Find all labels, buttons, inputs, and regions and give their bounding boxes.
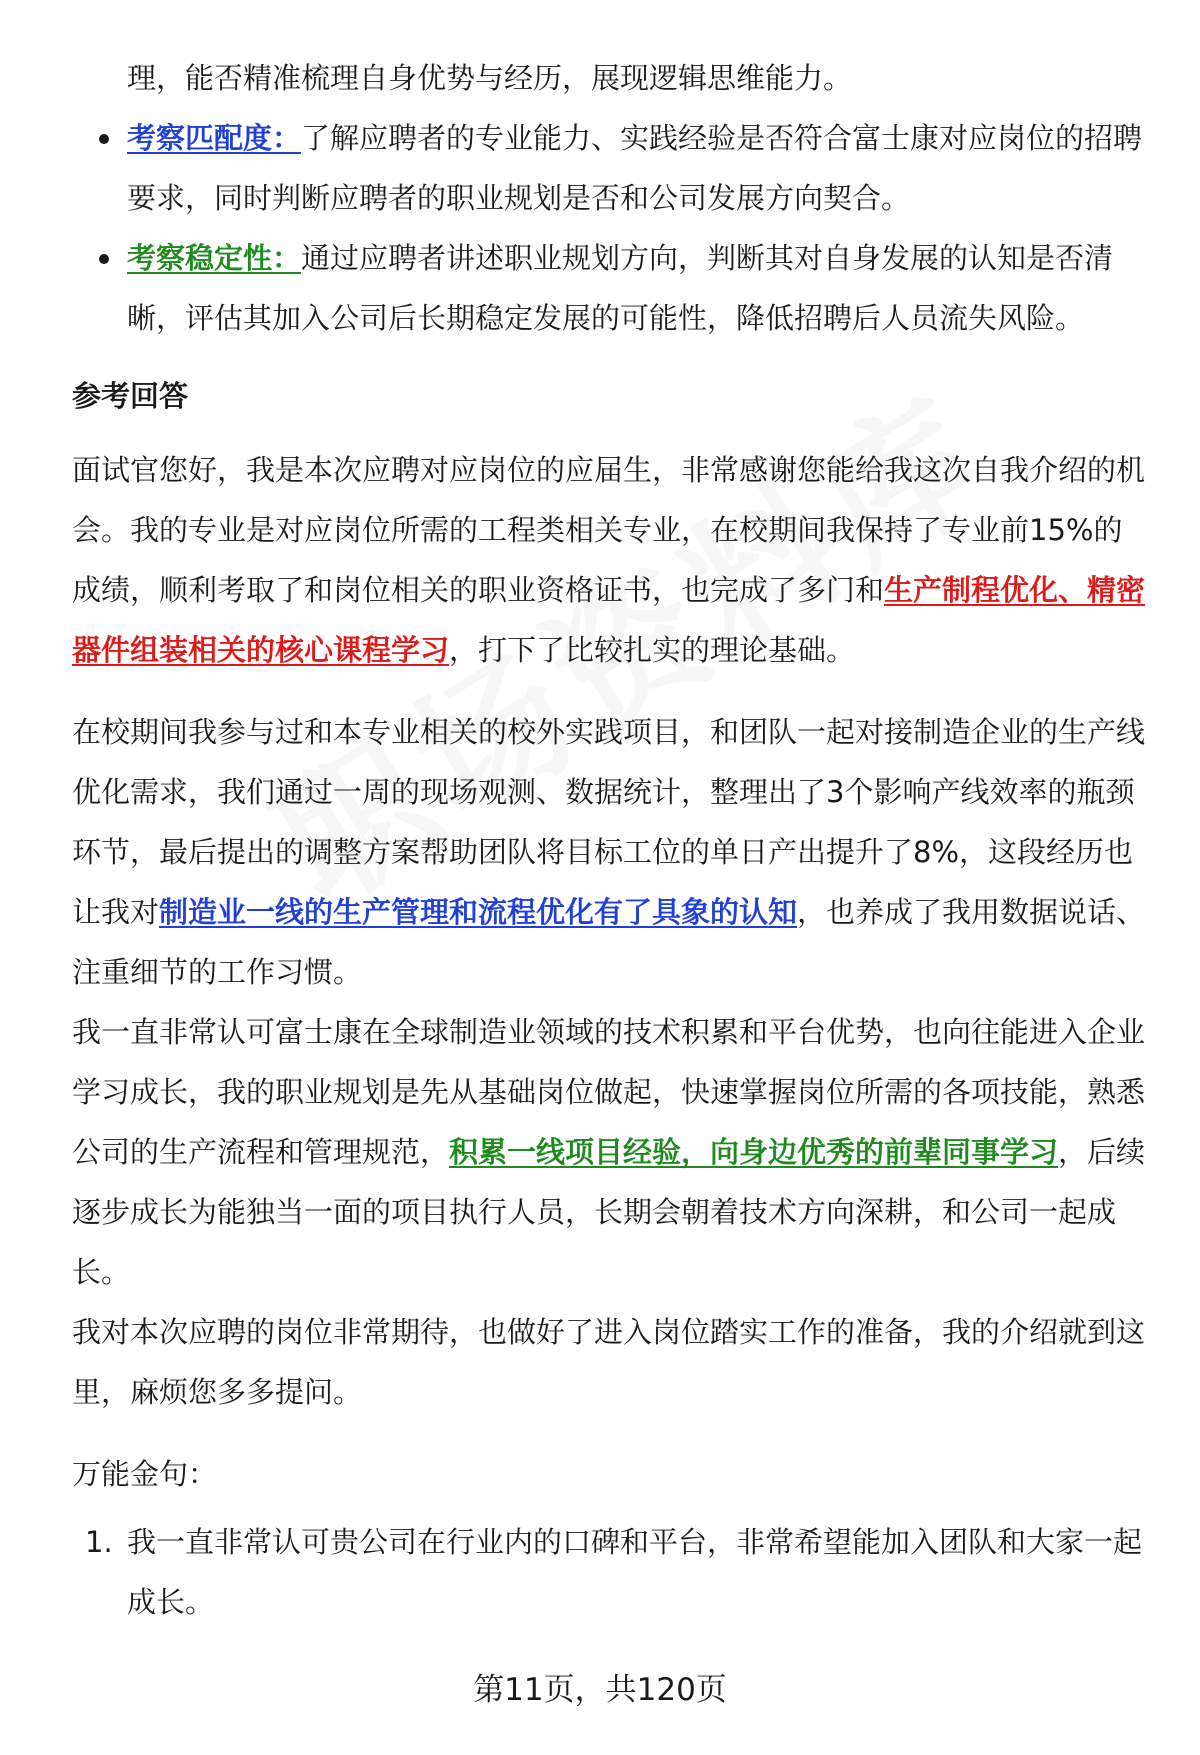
answer-paragraph-2: [72, 702, 1147, 1002]
answer-paragraph-4: 我对本次应聘的岗位非常期待，也做好了进入岗位踏实工作的准备，我的介绍就到这里，麻烦您多多提问。: [72, 1315, 1146, 1409]
document-content: [72, 48, 1147, 1632]
para1-text-before: 面试官您好，我是本次应聘对应岗位的应届生，非常感谢您能给我这次自我介绍的机会。我的专业是对应岗位所需的工程类相关专业，在校期间我保持了专业前15%的成绩，顺利考取了和岗位相关的职业资格证书，也完成了多门和: [72, 453, 1146, 607]
golden-item-1: [85, 1512, 1147, 1632]
evaluation-bullet-list: [72, 108, 1147, 348]
para3-highlight: 积累一线项目经验，向身边优秀的前辈同事学习: [449, 1135, 1059, 1169]
para2-text-before: 在校期间我参与过和本专业相关的校外实践项目，和团队一起对接制造企业的生产线优化需求，我们通过一周的现场观测、数据统计，整理出了3个影响产线效率的瓶颈环节，最后提出的调整方案帮助团队将目标工位的单日产出提升了8%，这段经历也让我对: [72, 715, 1146, 929]
para1-highlight: 生产制程优化、精密器件组装相关的核心课程学习: [72, 573, 1146, 667]
golden-sentences-list: [72, 1512, 1147, 1632]
golden-sentences-title: 万能金句：: [72, 1457, 218, 1491]
golden-item-number: 1.: [85, 1525, 113, 1559]
golden-item-text: 我一直非常认可贵公司在行业内的口碑和平台，非常希望能加入团队和大家一起成长。: [127, 1525, 1143, 1619]
bullet-item-stability: [127, 228, 1147, 348]
para2-highlight: 制造业一线的生产管理和流程优化有了具象的认知: [159, 895, 798, 929]
section-title: 参考回答: [72, 379, 189, 413]
para3-text-after: ，后续逐步成长为能独当一面的项目执行人员，长期会朝着技术方向深耕，和公司一起成长。: [72, 1135, 1146, 1289]
answer-paragraph-3: [72, 1002, 1147, 1302]
para1-text-after: ，打下了比较扎实的理论基础。: [449, 633, 856, 667]
continued-bullet-text: 理，能否精准梳理自身优势与经历，展现逻辑思维能力。: [127, 61, 853, 95]
bullet-item-match: [127, 108, 1147, 228]
bullet-text-match: 了解应聘者的专业能力、实践经验是否符合富士康对应岗位的招聘要求，同时判断应聘者的职业规划是否和公司发展方向契合。: [127, 121, 1143, 215]
para2-text-after: ，也养成了我用数据说话、注重细节的工作习惯。: [72, 895, 1146, 989]
para3-text-before: 我一直非常认可富士康在全球制造业领域的技术积累和平台优势，也向往能进入企业学习成长，我的职业规划是先从基础岗位做起，快速掌握岗位所需的各项技能，熟悉公司的生产流程和管理规范，: [72, 1015, 1146, 1169]
bullet-label-match: 考察匹配度：: [127, 121, 302, 155]
bullet-text-stability: 通过应聘者讲述职业规划方向，判断其对自身发展的认知是否清晰，评估其加入公司后长期稳定发展的可能性，降低招聘后人员流失风险。: [127, 241, 1114, 335]
page-footer: 第11页，共120页: [473, 1672, 727, 1708]
bullet-label-stability: 考察稳定性：: [127, 241, 302, 275]
answer-paragraph-1: [72, 440, 1147, 680]
